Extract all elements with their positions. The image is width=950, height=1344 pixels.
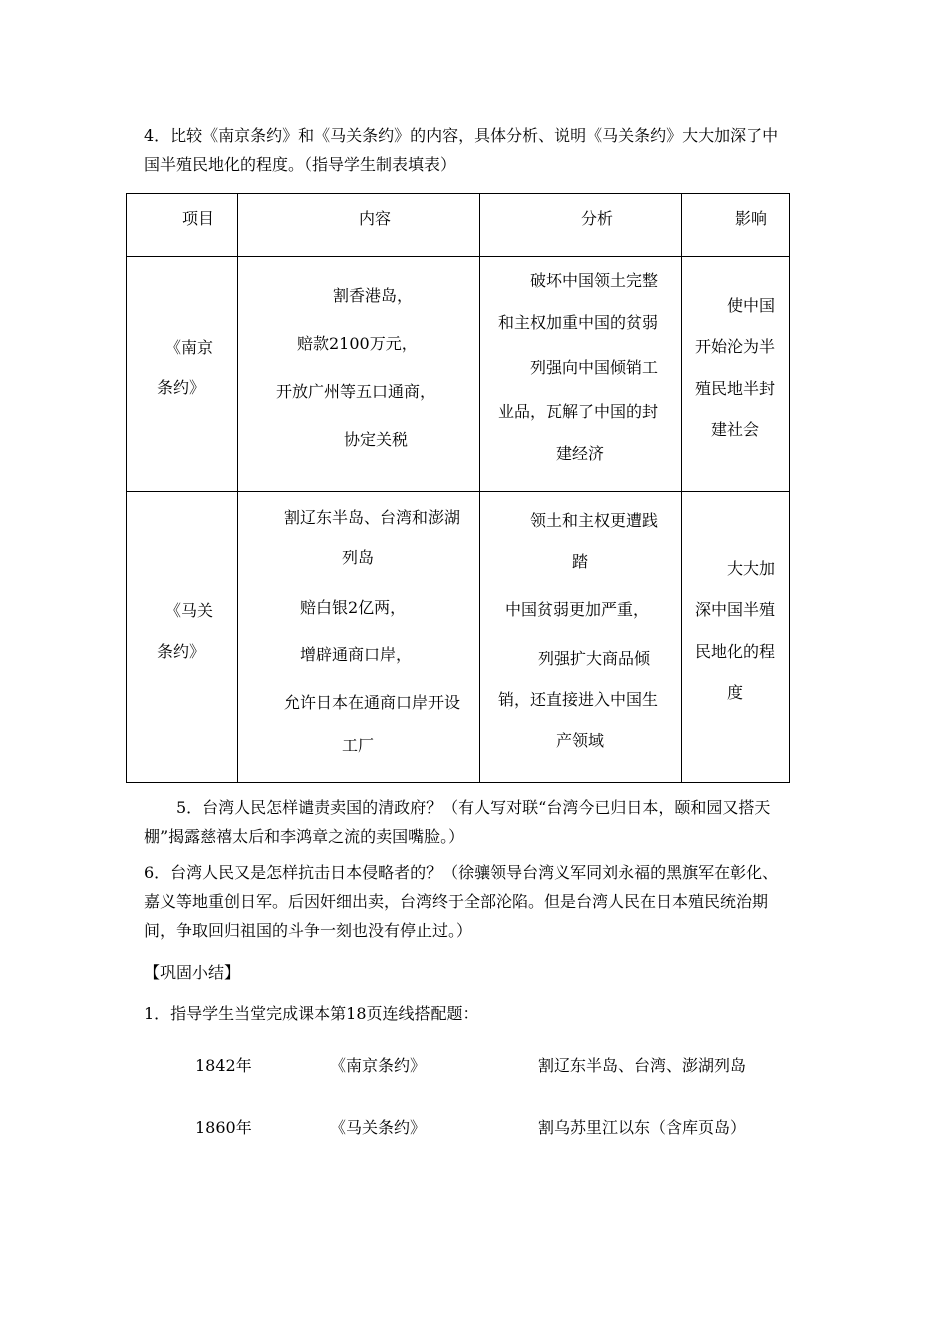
question-6-line-1: 6．台湾人民又是怎样抗击日本侵略者的？（徐骧领导台湾义军同刘永福的黑旗军在彰化、 [144, 863, 779, 882]
row-1-content-line: 割香港岛， [333, 286, 414, 305]
summary-heading: 【巩固小结】 [144, 963, 241, 982]
row-1-analysis-line: 业品，瓦解了中国的封 [498, 402, 659, 421]
table-divider-row [126, 491, 790, 492]
table-divider-col-2 [479, 193, 480, 783]
table-border-bottom [126, 782, 790, 783]
row-1-content-line: 赔款2100万元， [297, 334, 418, 353]
row-1-impact-line: 使中国 [727, 296, 776, 315]
row-1-item-line: 条约》 [157, 378, 206, 397]
matching-year: 1842年 [195, 1056, 252, 1075]
row-2-impact-line: 民地化的程 [695, 642, 776, 661]
header-item: 项目 [182, 209, 215, 228]
row-1-content-line: 开放广州等五口通商， [276, 382, 437, 401]
table-border-right [789, 193, 790, 783]
question-5-text-1: 5．台湾人民怎样谴责卖国的清政府？（有人写对联“台湾今已归日本，颐和园又搭天 [176, 798, 771, 817]
row-1-impact-line: 建社会 [711, 420, 760, 439]
row-2-analysis-line: 列强扩大商品倾 [538, 649, 651, 668]
row-2-impact-line: 度 [727, 683, 744, 702]
matching-result: 割辽东半岛、台湾、澎湖列岛 [538, 1056, 747, 1075]
summary-item-1: 1．指导学生当堂完成课本第18页连线搭配题： [144, 1004, 479, 1023]
row-2-impact-line: 大大加 [727, 559, 776, 578]
row-2-item-line: 《马关 [165, 601, 214, 620]
row-1-analysis-line: 列强向中国倾销工 [530, 358, 659, 377]
row-1-impact-line: 开始沦为半 [695, 337, 776, 356]
question-6-line-3: 间，争取回归祖国的斗争一刻也没有停止过。） [144, 921, 473, 940]
table-divider-col-3 [681, 193, 682, 783]
row-1-analysis-line: 建经济 [556, 444, 605, 463]
row-1-impact-line: 殖民地半封 [695, 379, 776, 398]
row-2-content-line: 赔白银2亿两， [300, 598, 407, 617]
table-divider-header [126, 256, 790, 257]
question-5-line-2: 棚”揭露慈禧太后和李鸿章之流的卖国嘴脸。） [144, 827, 465, 846]
question-4-line-1: 4．比较《南京条约》和《马关条约》的内容，具体分析、说明《马关条约》大大加深了中 [144, 126, 779, 145]
row-2-content-line: 增辟通商口岸， [300, 645, 413, 664]
matching-result: 割乌苏里江以东（含库页岛） [538, 1118, 747, 1137]
matching-treaty: 《南京条约》 [330, 1056, 427, 1075]
row-2-analysis-line: 踏 [572, 552, 589, 571]
row-1-item-line: 《南京 [165, 338, 214, 357]
row-2-content-line: 工厂 [342, 736, 375, 755]
question-6-line-2: 嘉义等地重创日军。后因奸细出卖，台湾终于全部沦陷。但是台湾人民在日本殖民统治期 [144, 892, 769, 911]
row-2-analysis-line: 销，还直接进入中国生 [498, 690, 659, 709]
table-divider-col-1 [237, 193, 238, 783]
row-1-content-line: 协定关税 [344, 430, 409, 449]
row-2-content-line: 割辽东半岛、台湾和澎湖 [284, 508, 461, 527]
matching-year: 1860年 [195, 1118, 252, 1137]
row-2-impact-line: 深中国半殖 [695, 600, 776, 619]
row-2-content-line: 允许日本在通商口岸开设 [284, 693, 461, 712]
row-2-content-line: 列岛 [342, 548, 375, 567]
row-2-analysis-line: 中国贫弱更加严重， [505, 600, 650, 619]
header-content: 内容 [359, 209, 392, 228]
question-4-line-2: 国半殖民地化的程度。（指导学生制表填表） [144, 155, 457, 174]
row-1-analysis-line: 破坏中国领土完整 [530, 271, 659, 290]
row-2-analysis-line: 产领域 [556, 731, 605, 750]
matching-treaty: 《马关条约》 [330, 1118, 427, 1137]
header-analysis: 分析 [581, 209, 614, 228]
header-impact: 影响 [735, 209, 768, 228]
row-2-item-line: 条约》 [157, 642, 206, 661]
table-border-left [126, 193, 127, 783]
row-1-analysis-line: 和主权加重中国的贫弱 [498, 313, 659, 332]
row-2-analysis-line: 领土和主权更遭践 [530, 511, 659, 530]
question-5-line-1 [144, 793, 814, 822]
table-border-top [126, 193, 790, 194]
